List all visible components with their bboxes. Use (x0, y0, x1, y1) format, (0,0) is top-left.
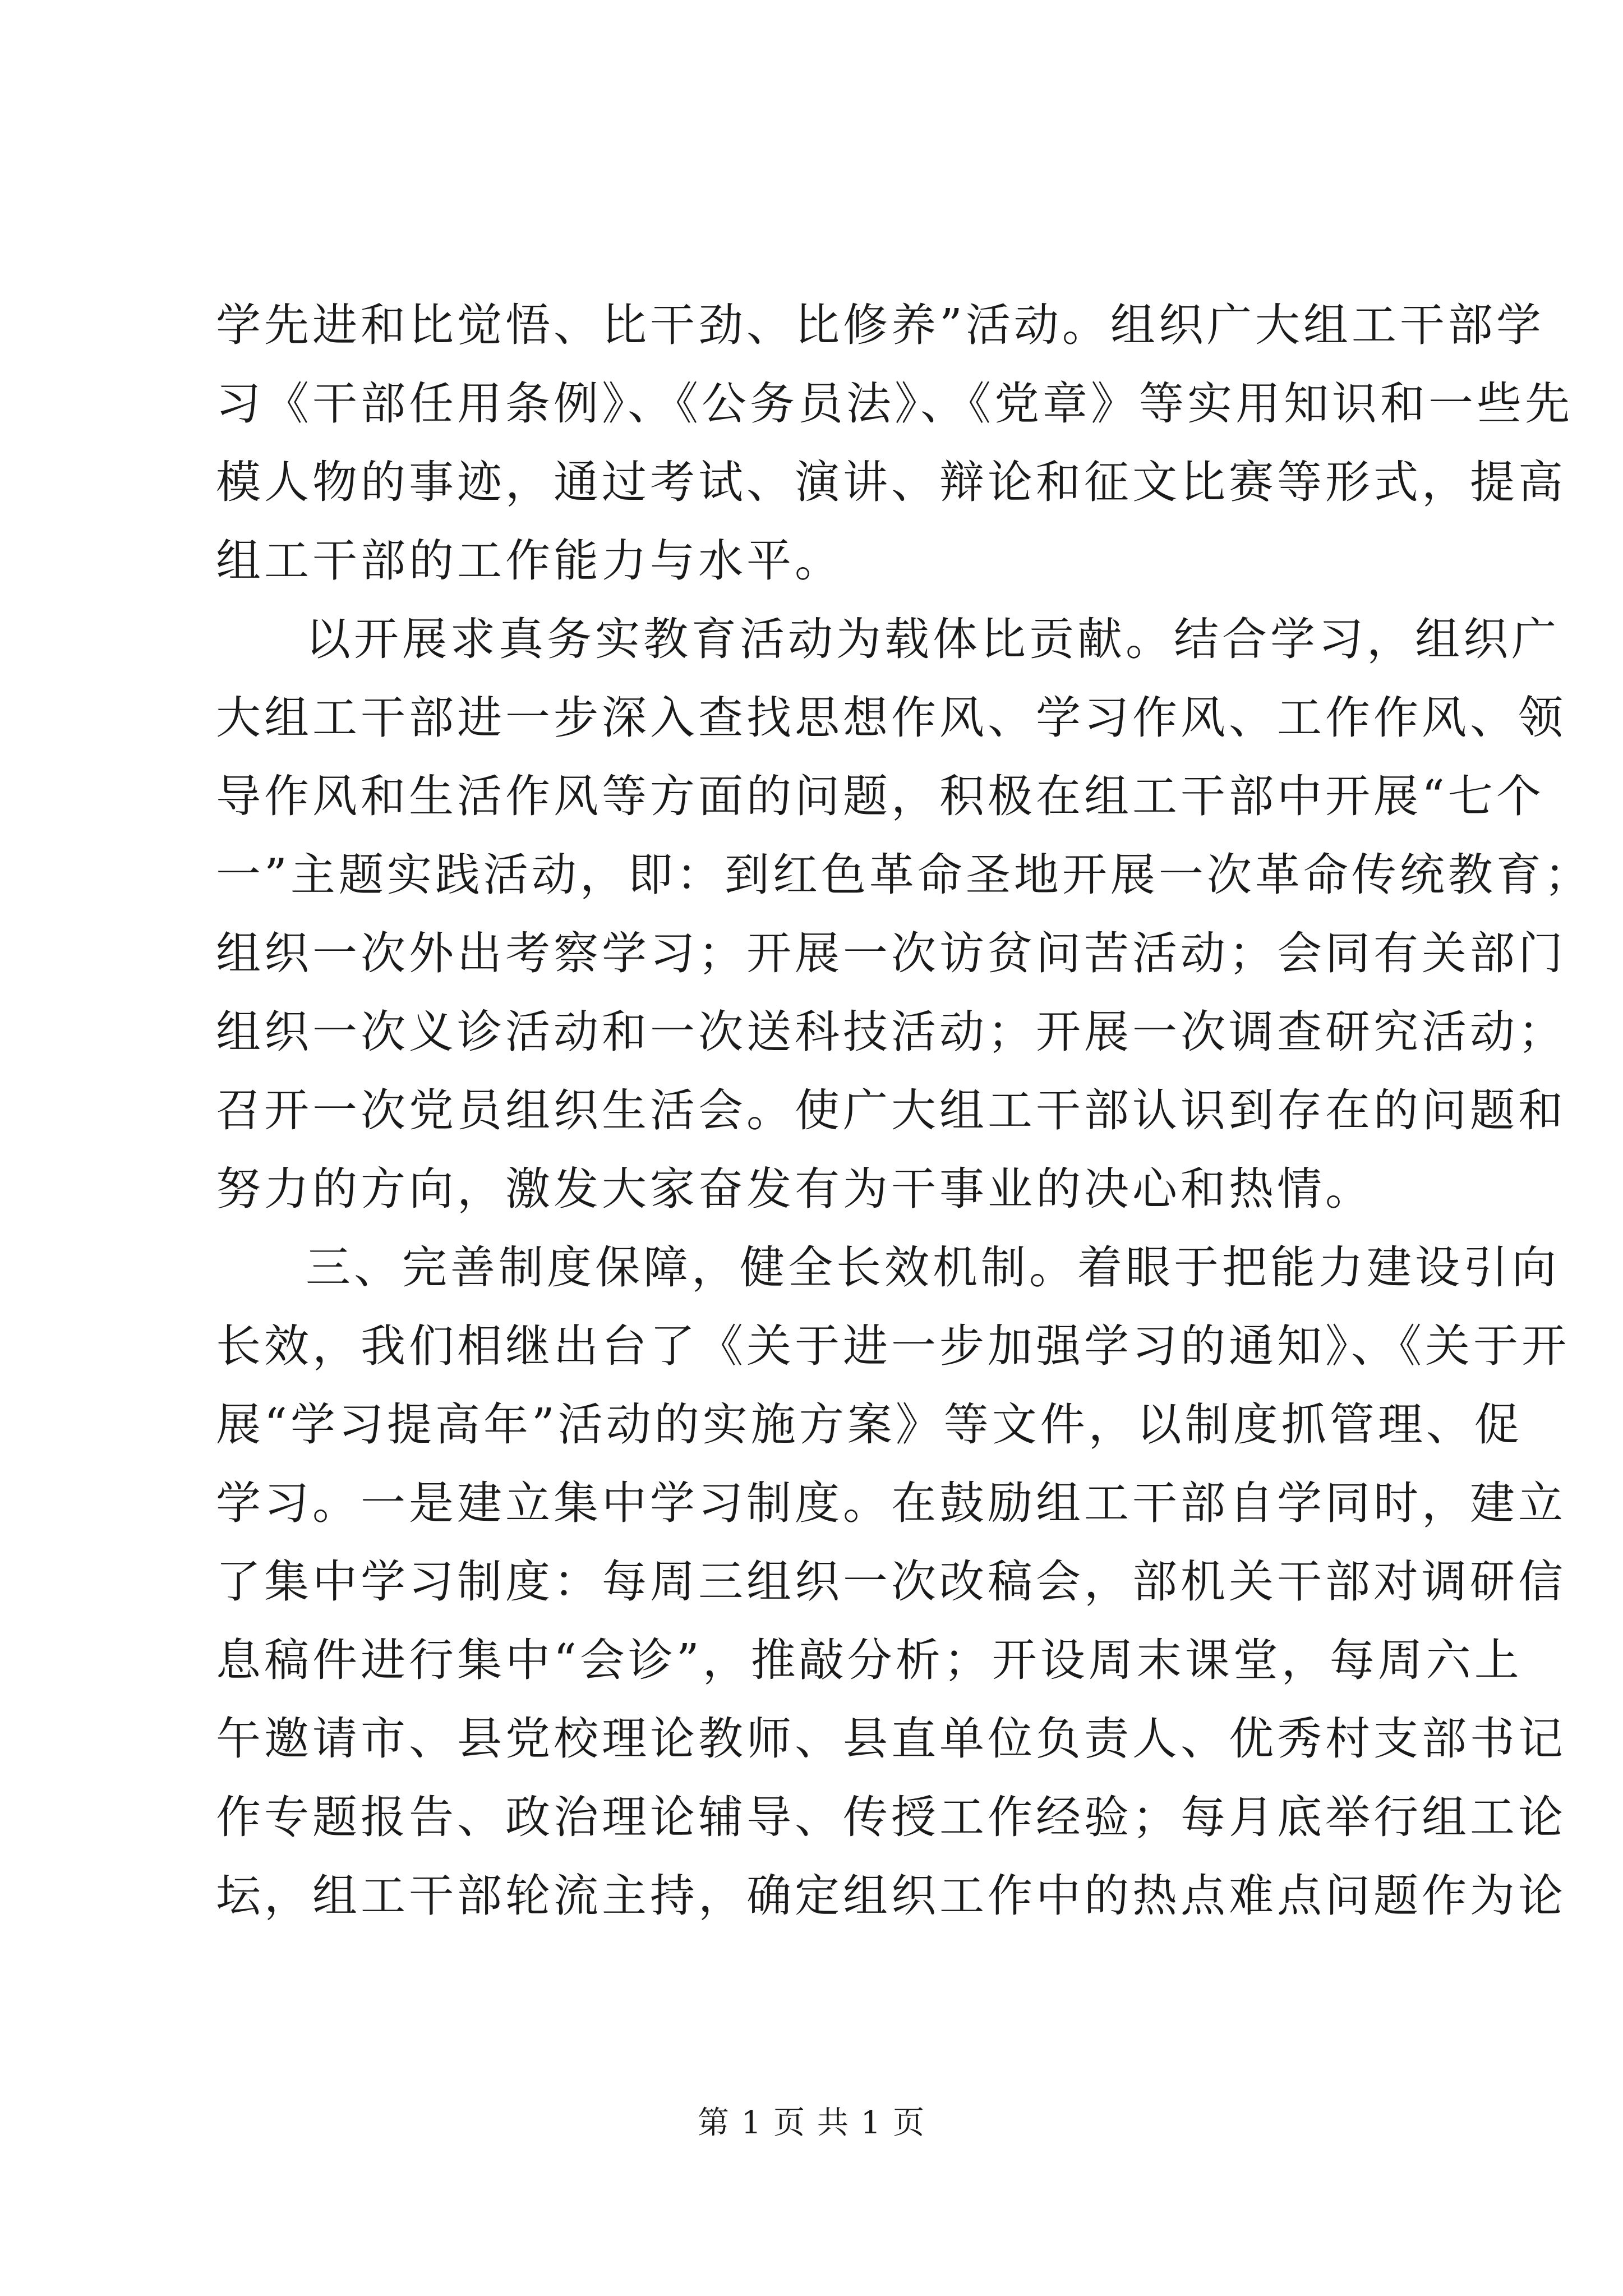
text-line: 作专题报告、政治理论辅导、传授工作经验；每月底举行组工论 (216, 1791, 1566, 1843)
text-line: 习《干部任用条例》、《公务员法》、《党章》等实用知识和一些先 (216, 378, 1573, 430)
text-line: 组织一次外出考察学习；开展一次访贫问苦活动；会同有关部门 (216, 927, 1566, 979)
text-line: 大组工干部进一步深入查找思想作风、学习作风、工作作风、领 (216, 692, 1566, 744)
body-text (216, 286, 1593, 1935)
text-line: 学先进和比觉悟、比干劲、比修养”活动。组织广大组工干部学 (216, 299, 1544, 351)
text-line: 一”主题实践活动，即：到红色革命圣地开展一次革命传统教育； (216, 849, 1593, 901)
text-line: 以开展求真务实教育活动为载体比贡献。结合学习，组织广 (306, 613, 1560, 665)
text-line: 午邀请市、县党校理论教师、县直单位负责人、优秀村支部书记 (216, 1713, 1566, 1765)
text-line: 坛，组工干部轮流主持，确定组织工作中的热点难点问题作为论 (216, 1870, 1566, 1922)
page-footer: 第 1 页 共 1 页 (697, 2105, 926, 2141)
text-line: 组工干部的工作能力与水平。 (216, 535, 843, 587)
text-line: 模人物的事迹，通过考试、演讲、辩论和征文比赛等形式，提高 (216, 456, 1566, 508)
text-line: 导作风和生活作风等方面的问题，积极在组工干部中开展“七个 (216, 770, 1544, 822)
text-line: 学习。一是建立集中学习制度。在鼓励组工干部自学同时，建立 (216, 1477, 1566, 1529)
text-line: 长效，我们相继出台了《关于进一步加强学习的通知》、《关于开 (216, 1320, 1570, 1372)
text-line: 了集中学习制度：每周三组织一次改稿会，部机关干部对调研信 (216, 1556, 1566, 1608)
text-line: 三、完善制度保障，健全长效机制。着眼于把能力建设引向 (306, 1241, 1560, 1294)
text-line: 息稿件进行集中“会诊”，推敲分析；开设周末课堂，每周六上 (216, 1634, 1523, 1686)
text-line: 努力的方向，激发大家奋发有为干事业的决心和热情。 (216, 1163, 1373, 1215)
text-line: 组织一次义诊活动和一次送科技活动；开展一次调查研究活动； (216, 1006, 1566, 1058)
text-line: 召开一次党员组织生活会。使广大组工干部认识到存在的问题和 (216, 1084, 1566, 1137)
text-line: 展“学习提高年”活动的实施方案》等文件，以制度抓管理、促 (216, 1398, 1523, 1451)
